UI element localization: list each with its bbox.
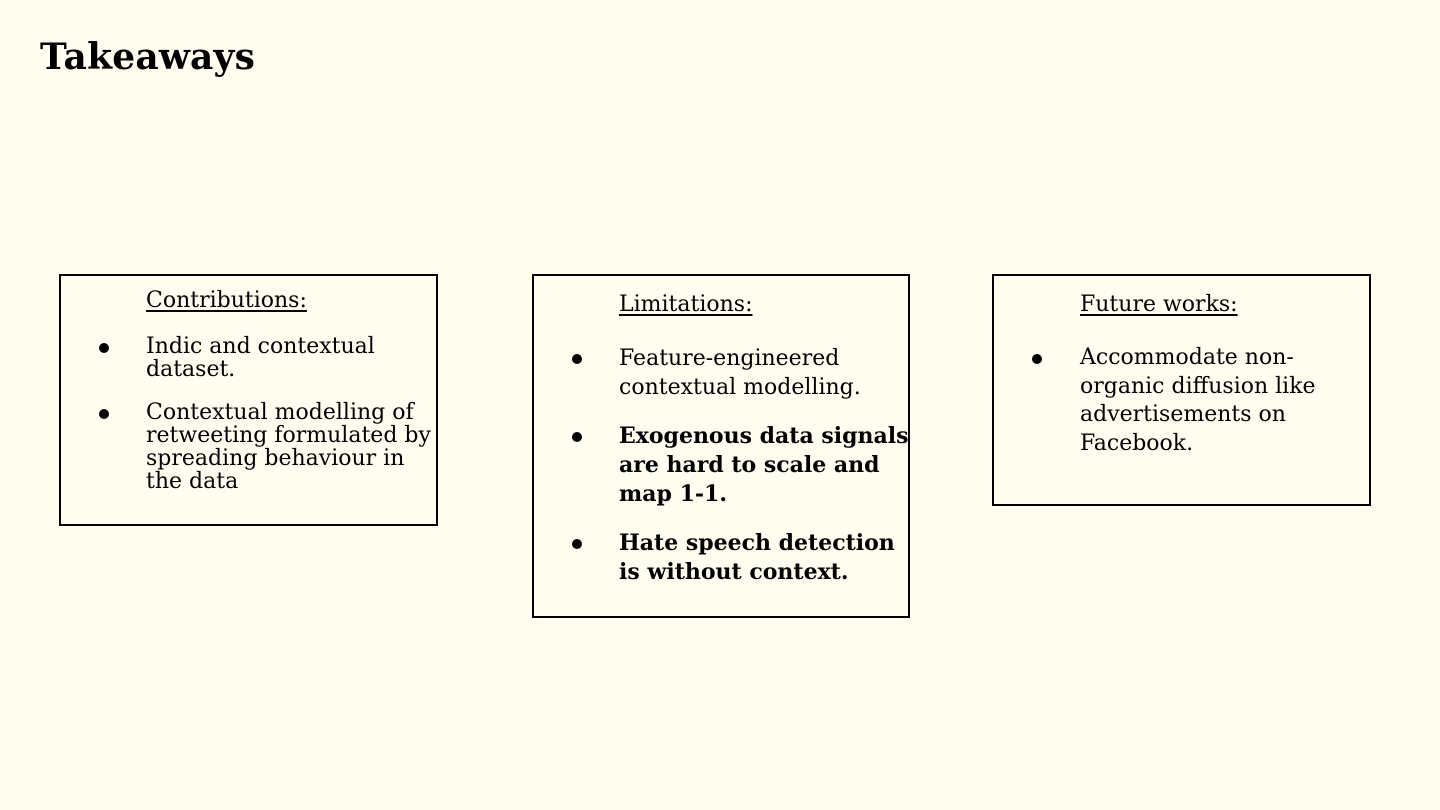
list-item-text: Indic and contextual dataset.: [146, 334, 375, 382]
list-item-text: Accommodate non-organic diffusion like advertisements on Facebook.: [1080, 345, 1316, 456]
slide-title: Takeaways: [40, 36, 256, 78]
future-works-list: [1080, 344, 1365, 478]
list-item: [146, 401, 436, 493]
list-item-text: Exogenous data signals are hard to scale and map 1-1.: [619, 423, 909, 507]
bullet-icon: [99, 343, 109, 353]
list-item-text: Feature-engineered contextual modelling.: [619, 346, 861, 400]
list-item-text: Contextual modelling of retweeting formulated by spreading behaviour in the data: [146, 400, 431, 494]
bullet-icon: [99, 409, 109, 419]
contributions-heading: Contributions:: [146, 288, 307, 313]
list-item: [146, 335, 436, 381]
list-item-text: Hate speech detection is without context.: [619, 530, 895, 585]
list-item: [619, 422, 909, 509]
future-works-heading: Future works:: [1080, 292, 1238, 317]
bullet-icon: [572, 539, 582, 549]
list-item: [619, 529, 909, 587]
list-item: [619, 344, 909, 402]
bullet-icon: [1032, 354, 1042, 364]
limitations-heading: Limitations:: [619, 292, 753, 317]
limitations-list: [619, 344, 909, 607]
bullet-icon: [572, 354, 582, 364]
contributions-box: [59, 274, 438, 526]
future-works-box: [992, 274, 1371, 506]
contributions-list: [146, 335, 436, 513]
limitations-box: [532, 274, 910, 618]
bullet-icon: [572, 432, 582, 442]
list-item: [1080, 344, 1365, 458]
